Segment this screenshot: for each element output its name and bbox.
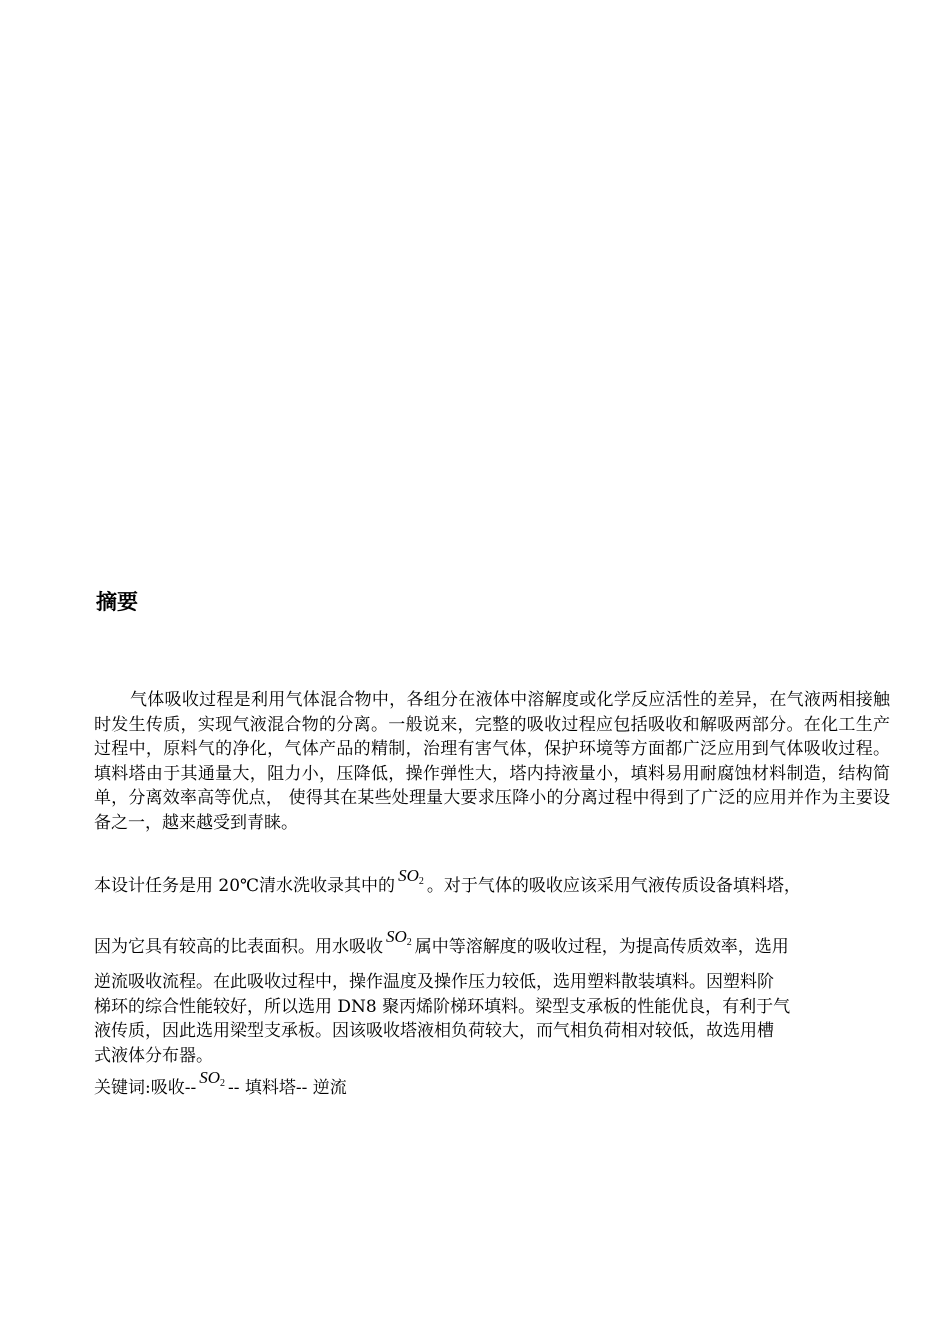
- formula-subscript: 2: [418, 876, 424, 887]
- abstract-line: 些处理量大要求压降小的分离过程中得到了广泛的应用并作为主要设备之一，越来越受到青: [94, 788, 891, 833]
- formula-subscript: 2: [406, 937, 412, 948]
- keywords-text: -- 填料塔-- 逆流: [228, 1078, 347, 1098]
- formula-base: SO: [199, 1068, 220, 1087]
- design-paragraph: [94, 866, 890, 1068]
- design-text: 本设计任务是用 20℃清水洗收录其中的: [94, 876, 396, 896]
- design-text: 属中等溶解度的吸收过程，为提高传质效率，选用: [414, 937, 789, 957]
- design-line-3: 逆流吸收流程。在此吸收过程中，操作温度及操作压力较低，选用塑料散装填料。因塑料阶: [94, 972, 774, 992]
- design-text: 。对于气体的吸收应该采用气液传质设备填料塔，: [426, 876, 801, 896]
- abstract-line: 和解吸两部分。在化工生产过程中，原料气的净化，气体产品的精制，治理有害气体，保护: [94, 714, 891, 759]
- abstract-line: 大，塔内持液量小，填料易用耐腐蚀材料制造，结构简单，分离效率高等优点， 使得其在某: [94, 763, 890, 808]
- abstract-line: 气液两相接触时发生传质，实现气液混合物的分离。一般说来，完整的吸收过程应包括吸收: [94, 690, 891, 735]
- design-line-6: 式液体分布器。: [94, 1045, 213, 1066]
- abstract-line: 环境等方面都广泛应用到气体吸收过程。填料塔由于其通量大，阻力小，压降低，操作弹性: [94, 739, 891, 784]
- keywords-line: [94, 1068, 890, 1107]
- design-line-1: [94, 866, 890, 905]
- keywords-label: 关键词:吸收--: [94, 1078, 197, 1098]
- abstract-heading: 摘要: [96, 590, 138, 614]
- abstract-line: 睐。: [264, 812, 298, 833]
- so2-formula: [199, 1066, 225, 1097]
- design-text: 因为它具有较高的比表面积。用水吸收: [94, 937, 383, 957]
- so2-formula: [398, 862, 424, 895]
- design-line-4: 梯环的综合性能较好，所以选用 DN8 聚丙烯阶梯环填料。梁型支承板的性能优良，有利于气: [94, 996, 791, 1017]
- formula-subscript: 2: [220, 1078, 225, 1089]
- design-line-5: 液传质，因此选用梁型支承板。因该吸收塔液相负荷较大，而气相负荷相对较低，故选用槽: [94, 1021, 774, 1041]
- formula-base: SO: [386, 927, 407, 946]
- abstract-line: 气体吸收过程是利用气体混合物中，各组分在液体中溶解度或化学反应活性的差异，在: [130, 690, 787, 710]
- abstract-paragraph: [94, 688, 890, 835]
- so2-formula: [386, 923, 412, 956]
- formula-base: SO: [398, 866, 419, 885]
- design-line-2: [94, 927, 890, 966]
